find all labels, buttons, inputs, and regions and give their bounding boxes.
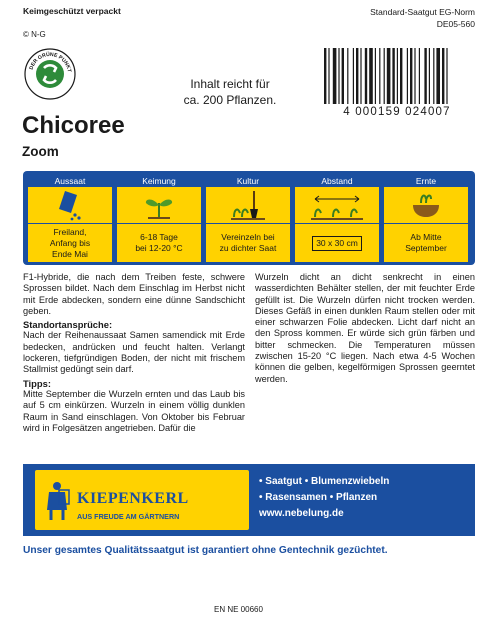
batch-code: DE05-560 bbox=[436, 19, 475, 29]
info-column-germination bbox=[117, 175, 201, 261]
info-heading: Keimung bbox=[142, 176, 176, 186]
barcode-bar bbox=[419, 48, 420, 104]
barcode-bar bbox=[342, 48, 344, 104]
info-column-harvest bbox=[384, 175, 468, 261]
barcode-bar bbox=[410, 48, 412, 104]
instructions-left bbox=[23, 272, 245, 434]
protection-note: Keimgeschützt verpackt bbox=[23, 6, 121, 16]
info-column-cultivation bbox=[206, 175, 290, 261]
info-column-sowing bbox=[28, 175, 112, 261]
info-heading: Ernte bbox=[415, 176, 437, 186]
barcode-bar bbox=[387, 48, 391, 104]
supply-line-2: ca. 200 Pflanzen. bbox=[183, 93, 277, 107]
harvest-bowl-icon bbox=[384, 187, 468, 223]
gmo-free-guarantee: Unser gesamtes Qualitätssaatgut ist garantiert ohne Gentechnik gezüchtet. bbox=[23, 545, 388, 556]
brand-products bbox=[259, 474, 389, 522]
barcode-bar bbox=[424, 48, 426, 104]
spacing-arrow-icon bbox=[295, 187, 379, 223]
seedling-icon bbox=[117, 187, 201, 223]
seed-packet-icon bbox=[28, 187, 112, 223]
barcode-bar bbox=[328, 48, 329, 104]
barcode-bar bbox=[333, 48, 337, 104]
barcode-bar bbox=[414, 48, 415, 104]
standard-line: Standard-Saatgut EG-Norm bbox=[370, 7, 475, 17]
barcode-bar bbox=[442, 48, 444, 104]
info-heading: Abstand bbox=[321, 176, 353, 186]
info-column-spacing bbox=[295, 175, 379, 261]
instructions-right bbox=[255, 272, 475, 385]
supply-info bbox=[150, 76, 310, 108]
info-heading: Aussaat bbox=[54, 176, 86, 186]
barcode-bar bbox=[433, 48, 434, 104]
barcode-bar bbox=[400, 48, 402, 104]
article-code: EN NE 00660 bbox=[214, 605, 263, 614]
info-text: 6-18 Tage bei 12-20 °C bbox=[117, 224, 201, 262]
info-panel bbox=[23, 171, 475, 265]
brand-line-2: • Rasensamen • Pflanzen bbox=[259, 492, 378, 503]
barcode-bar bbox=[338, 48, 339, 104]
barcode-bar bbox=[375, 48, 376, 104]
info-text: Vereinzeln bei zu dichter Saat bbox=[206, 224, 290, 262]
brand-line-1: • Saatgut • Blumenzwiebeln bbox=[259, 476, 390, 487]
brand-logo-area bbox=[35, 470, 249, 530]
barcode-bar bbox=[369, 48, 373, 104]
brand-banner bbox=[23, 464, 475, 536]
info-text: Freiland, Anfang bis Ende Mai bbox=[28, 224, 112, 262]
barcode-bar bbox=[360, 48, 361, 104]
copyright-text: © N-G bbox=[23, 30, 46, 39]
location-paragraph: Nach der Reihenaussaat Samen samendick mit Erde bedecken, andrücken und feucht halten. Verlangt lockeren, tiefgründigen Boden, der nicht mit frischem Stallmist gedüngt sein darf. bbox=[23, 330, 245, 375]
brand-name: KIEPENKERL bbox=[77, 490, 189, 507]
basket-carrier-icon bbox=[43, 480, 71, 522]
product-variety: Zoom bbox=[22, 144, 59, 159]
barcode-bar bbox=[356, 48, 358, 104]
barcode-number: 4 000159 024007 bbox=[343, 106, 451, 118]
barcode-bar bbox=[436, 48, 440, 104]
thinning-shovel-icon bbox=[206, 187, 290, 223]
barcode-bar bbox=[392, 48, 394, 104]
barcode-bar bbox=[407, 48, 408, 104]
brand-tagline: AUS FREUDE AM GÄRTNERN bbox=[77, 512, 180, 521]
info-text bbox=[295, 224, 379, 262]
barcode bbox=[318, 48, 476, 104]
barcode-bar bbox=[353, 48, 354, 104]
barcode-bar bbox=[446, 48, 447, 104]
forcing-paragraph: Wurzeln dicht an dicht senkrecht in einen wasserdichten Behälter stellen, der mit feuchter Erde gefüllt ist. Die Wurzeln dürfen nicht trocken werden. Dieses Gefäß in einen dunklen Raum stellen oder mit einer schwarzen Folie abdecken. Licht darf nicht an den Spross kommen. Er würde sich grün färben und bitter schmecken. Die Temperaturen müssen zwischen 15-20 °C liegen. Nach etwa 4-5 Wochen können die gelben, kegelförmigen Sprossen geerntet werden. bbox=[255, 272, 475, 384]
tips-paragraph: Mitte September die Wurzeln ernten und das Laub bis auf 5 cm einkürzen. Wurzeln in einem völlig dunklen Raum in Sand einschlagen. Von Oktober bis Februar wird in Folgesätzen angetrieben. Dafür die bbox=[23, 388, 245, 433]
location-heading: Standortansprüche: bbox=[23, 319, 113, 331]
barcode-bar bbox=[365, 48, 367, 104]
supply-line-1: Inhalt reicht für bbox=[190, 77, 270, 91]
barcode-bar bbox=[397, 48, 398, 104]
spacing-value: 30 x 30 cm bbox=[312, 236, 362, 251]
barcode-bar bbox=[429, 48, 430, 104]
product-title: Chicoree bbox=[22, 112, 125, 139]
info-heading: Kultur bbox=[236, 176, 260, 186]
green-dot-logo bbox=[24, 48, 76, 100]
barcode-bar bbox=[347, 48, 348, 104]
green-dot-ring-text: DER GRÜNE PUNKT bbox=[28, 51, 72, 73]
standard-note bbox=[318, 6, 475, 30]
brand-url[interactable]: www.nebelung.de bbox=[259, 508, 344, 519]
intro-paragraph: F1-Hybride, die nach dem Treiben feste, schwere Sprossen bildet. Nach dem Einschlag im Herbst nicht mit Erde abdecken, sondern eine dünne Sandschicht geben. bbox=[23, 272, 245, 316]
tips-heading: Tipps: bbox=[23, 377, 51, 389]
barcode-bar bbox=[324, 48, 326, 104]
barcode-bar bbox=[379, 48, 380, 104]
barcode-bar bbox=[384, 48, 385, 104]
info-text: Ab Mitte September bbox=[384, 224, 468, 262]
